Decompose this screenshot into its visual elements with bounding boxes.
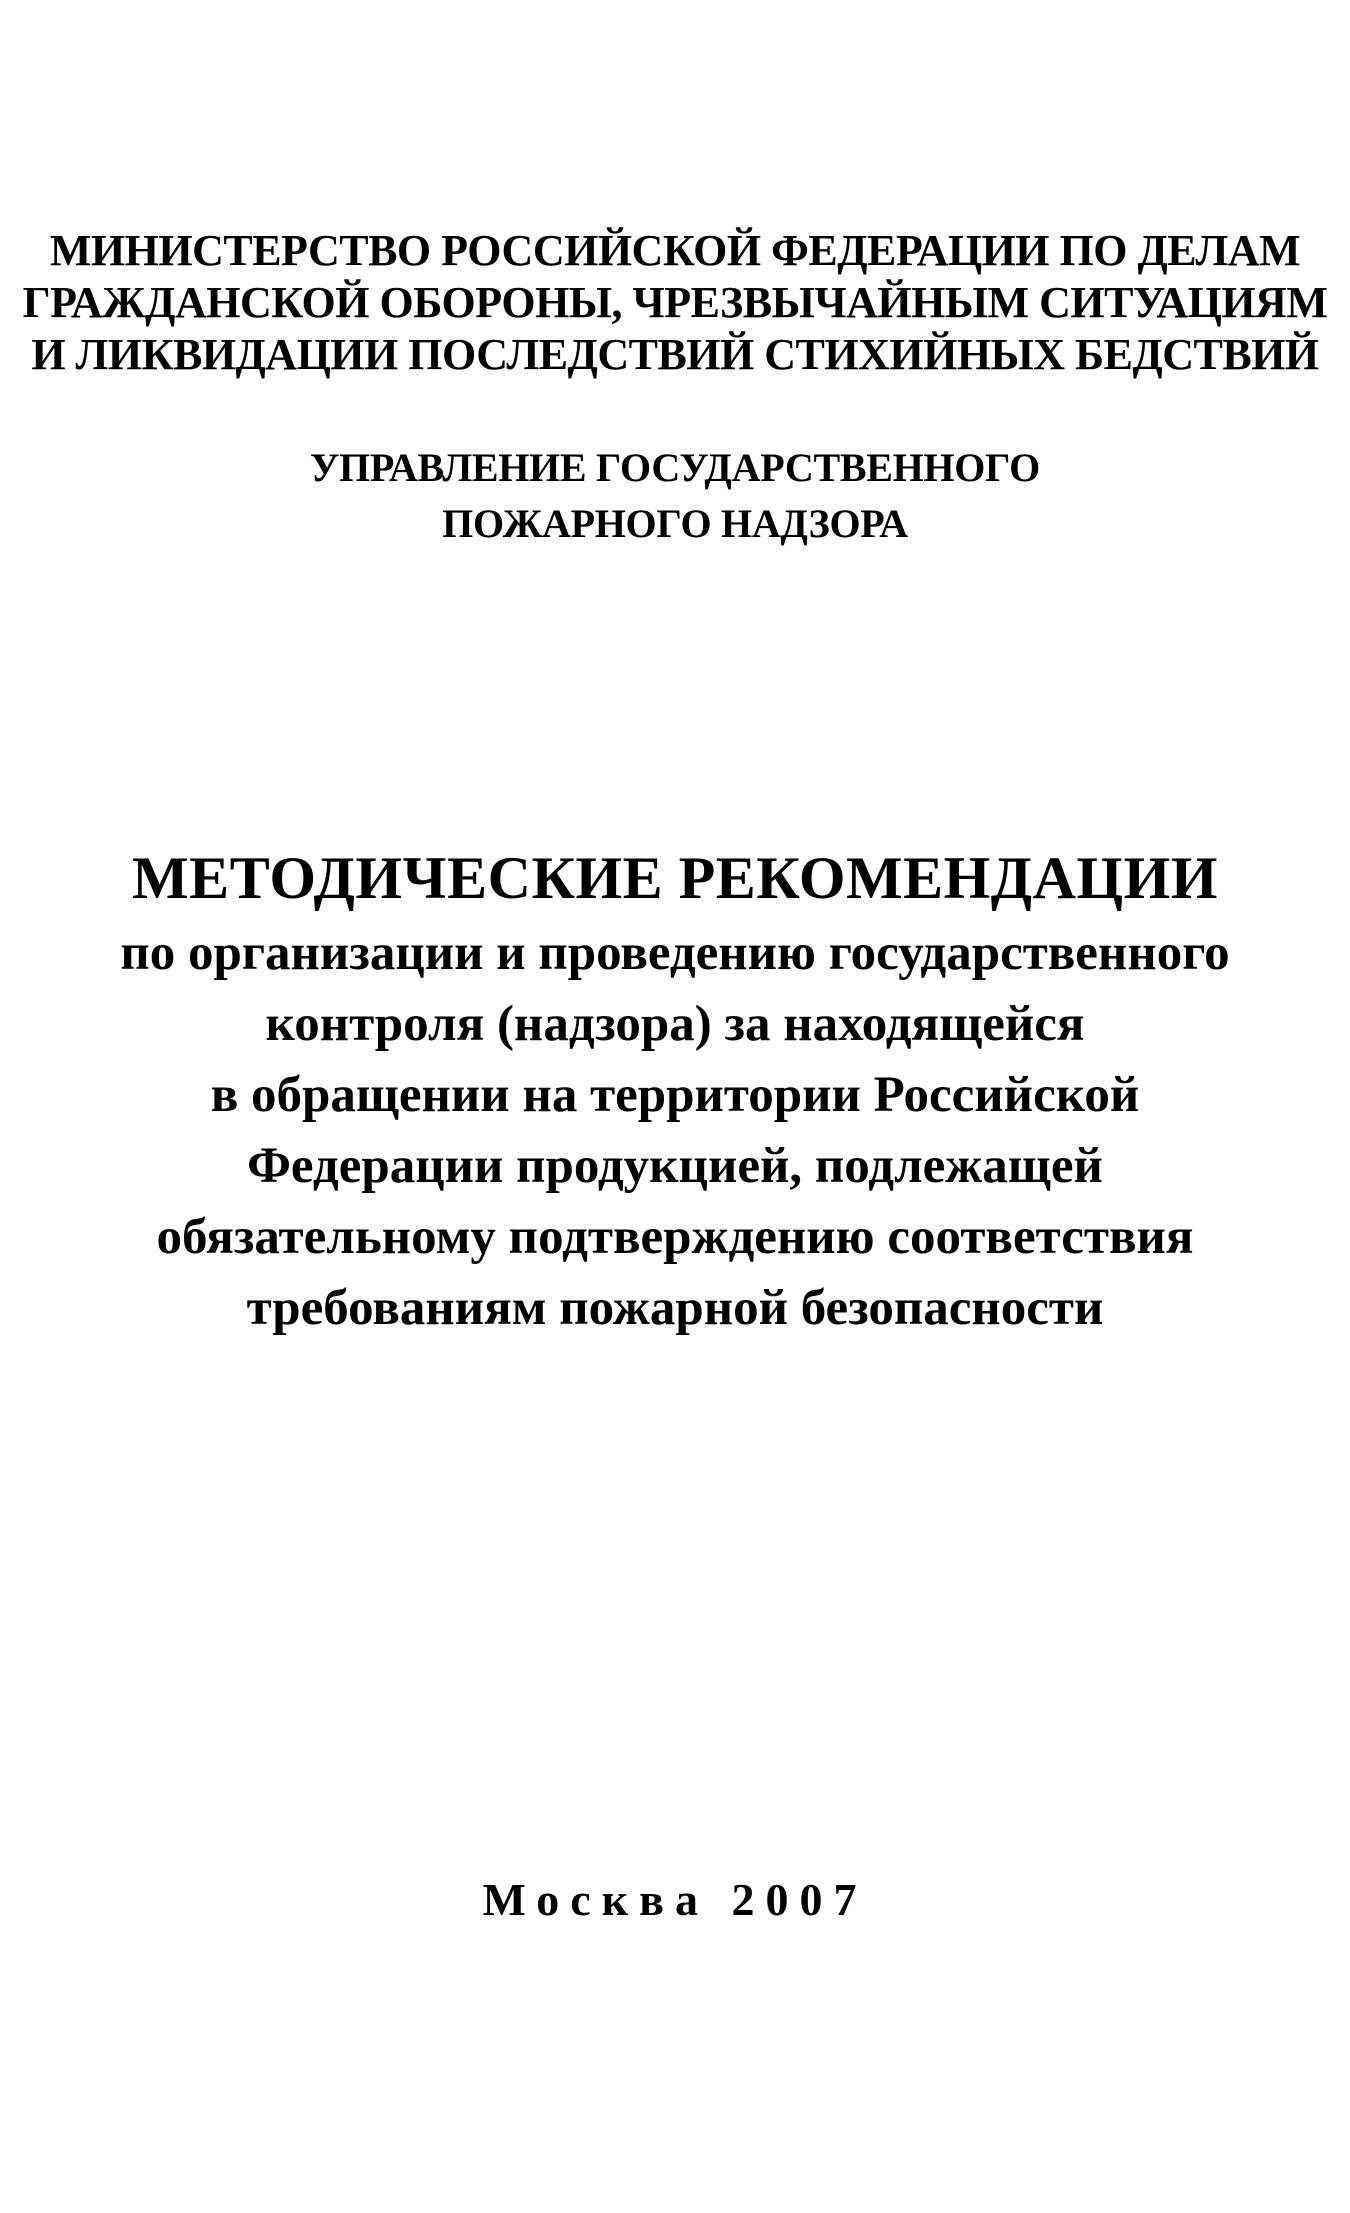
publication-place-year <box>0 1870 1350 1930</box>
document-subtitle <box>0 918 1350 1344</box>
subtitle-line: требованиям пожарной безопасности <box>246 1280 1104 1336</box>
ministry-line: И ЛИКВИДАЦИИ ПОСЛЕДСТВИЙ СТИХИЙНЫХ БЕДСТВИЙ <box>31 330 1319 379</box>
ministry-line: ГРАЖДАНСКОЙ ОБОРОНЫ, ЧРЕЗВЫЧАЙНЫМ СИТУАЦИЯМ <box>22 278 1328 327</box>
subtitle-line: в обращении на территории Российской <box>210 1067 1140 1123</box>
ministry-line: МИНИСТЕРСТВО РОССИЙСКОЙ ФЕДЕРАЦИИ ПО ДЕЛАМ <box>49 226 1301 275</box>
subtitle-line: контроля (надзора) за находящейся <box>265 996 1085 1052</box>
document-title-block <box>0 838 1350 1344</box>
subtitle-line: обязательному подтверждению соответствия <box>156 1209 1194 1265</box>
city-year: Москва 2007 <box>482 1874 868 1925</box>
department-header <box>0 440 1350 552</box>
ministry-header <box>0 225 1350 381</box>
department-line: ПОЖАРНОГО НАДЗОРА <box>442 501 908 546</box>
subtitle-line: по организации и проведению государственного <box>120 925 1230 981</box>
document-title: МЕТОДИЧЕСКИЕ РЕКОМЕНДАЦИИ <box>132 845 1218 911</box>
subtitle-line: Федерации продукцией, подлежащей <box>247 1138 1103 1194</box>
department-line: УПРАВЛЕНИЕ ГОСУДАРСТВЕННОГО <box>309 445 1040 490</box>
